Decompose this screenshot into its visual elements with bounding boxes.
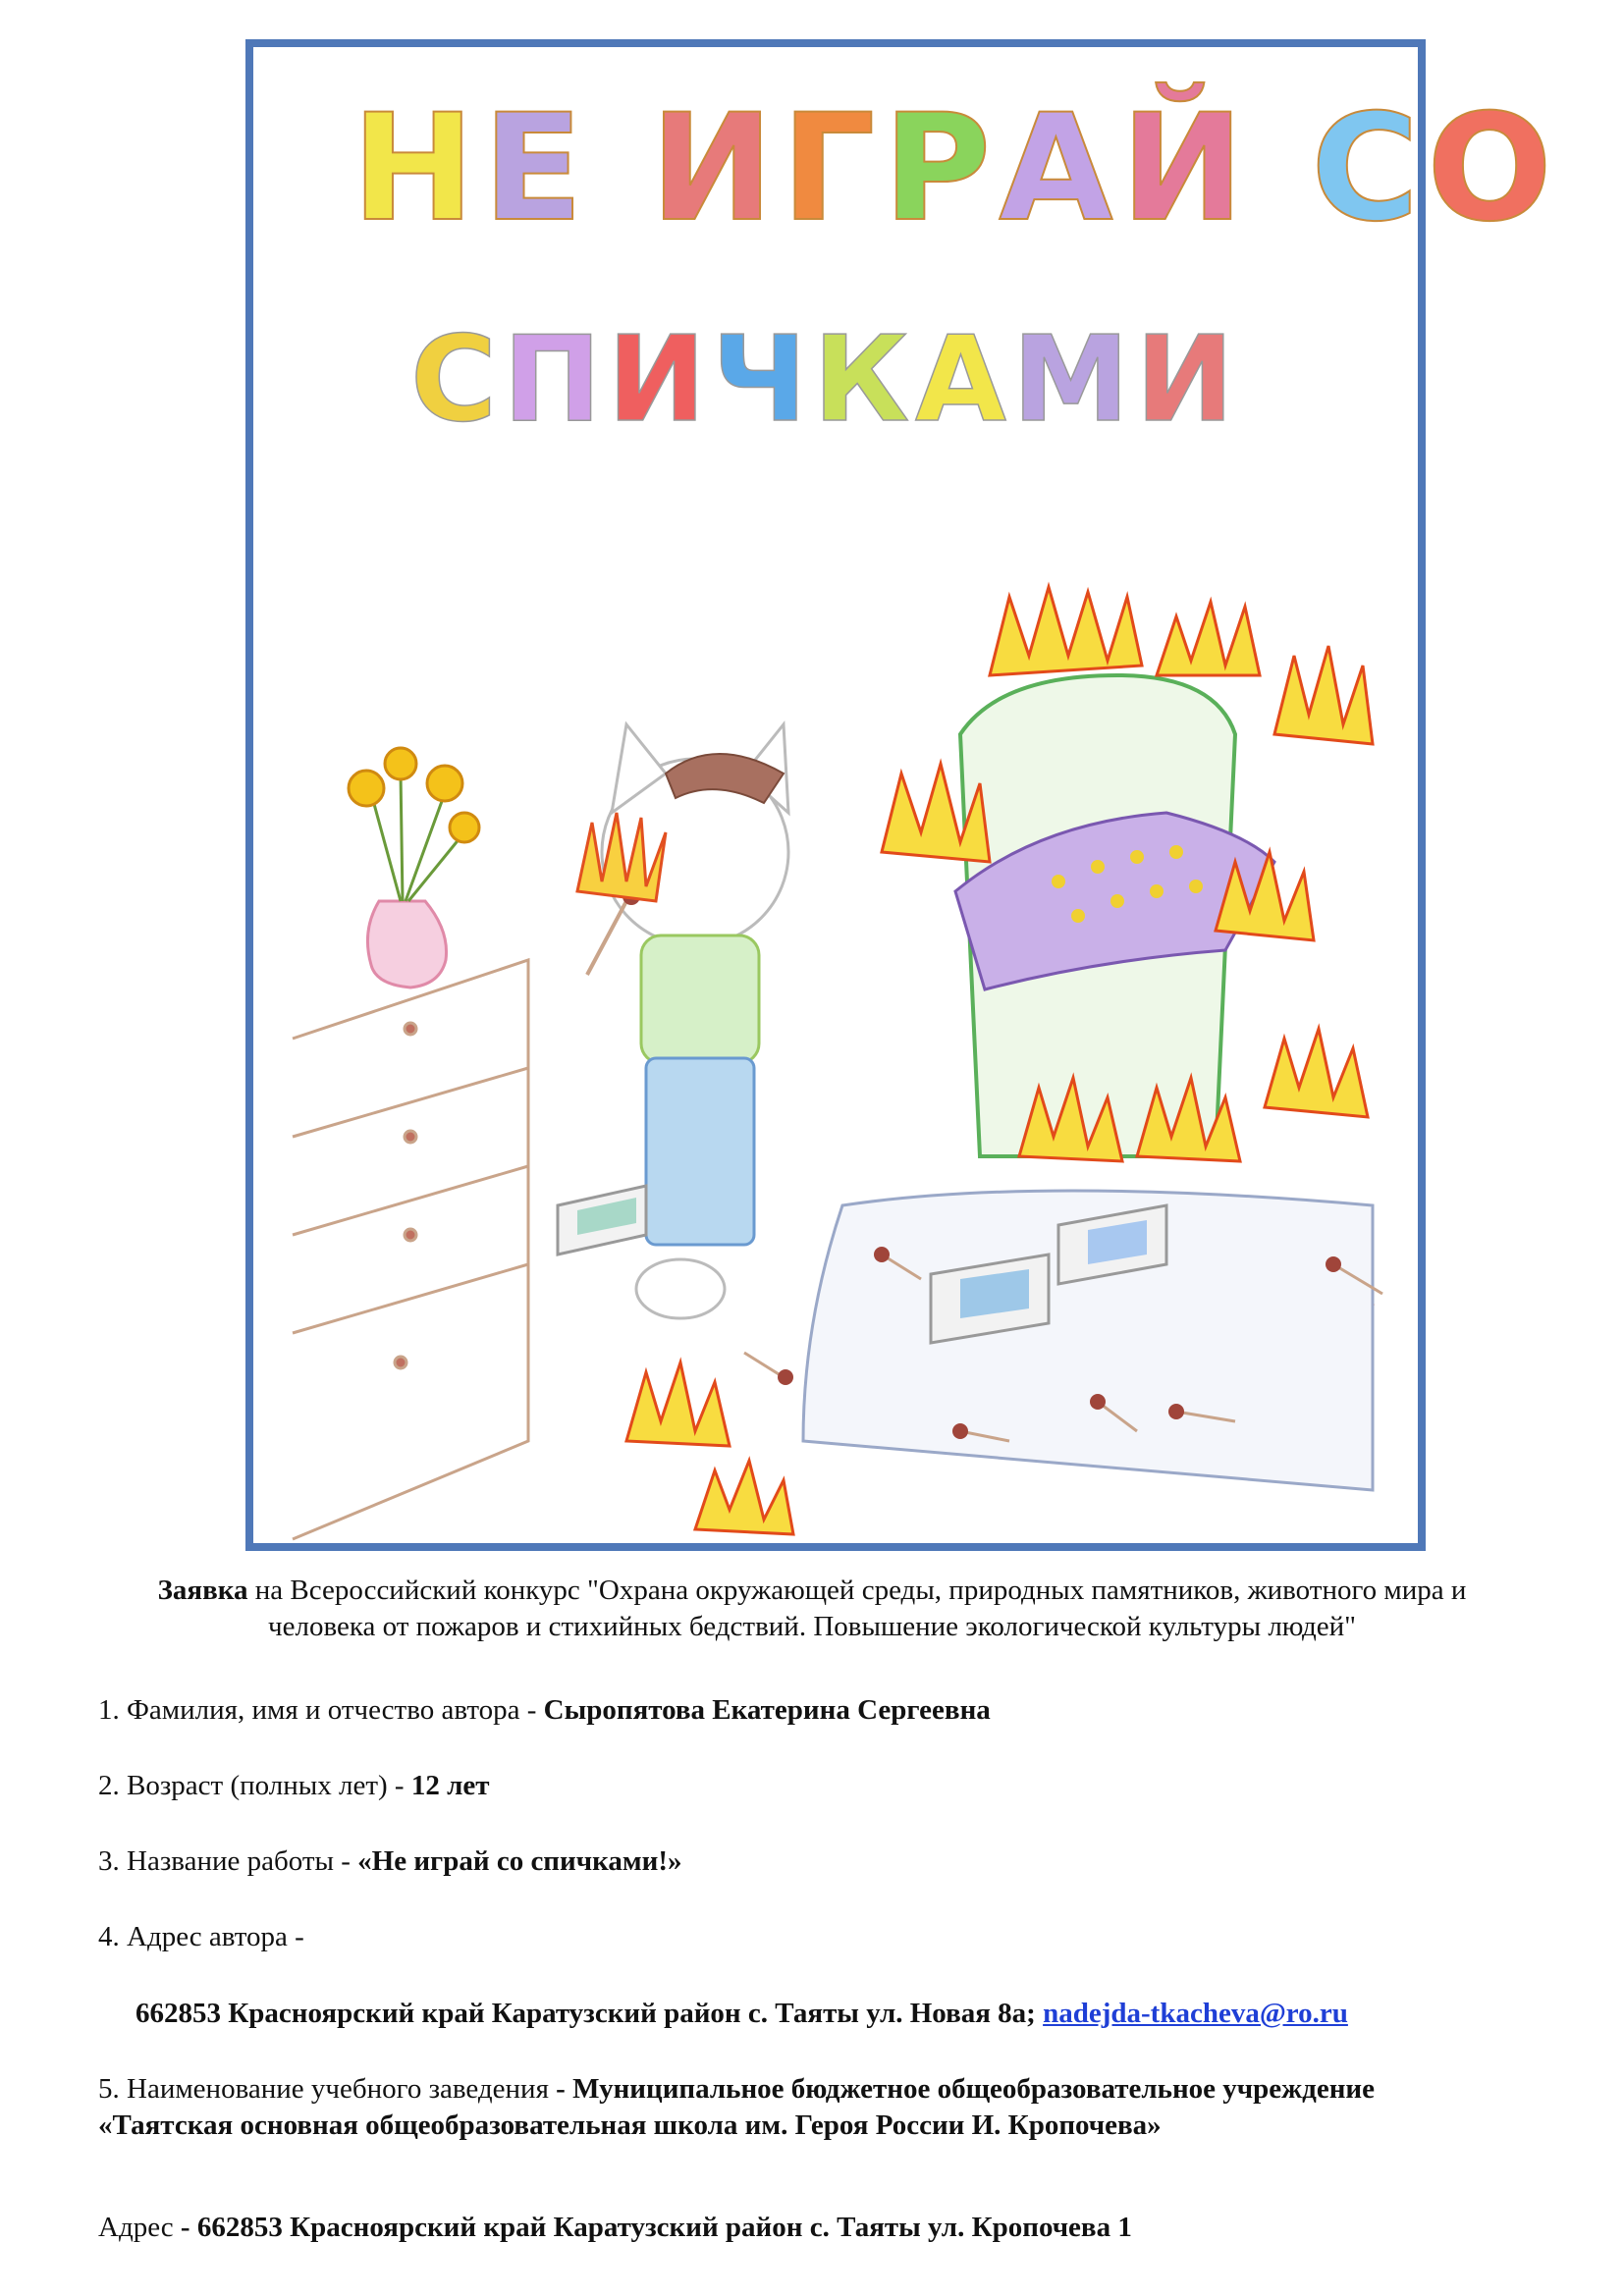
child-drawing <box>253 47 1560 1543</box>
author-address-label: 4. Адрес автора - <box>98 1921 304 1952</box>
work-title-row <box>98 1843 1571 1880</box>
application-heading <box>108 1573 1516 1645</box>
author-name-value: Сыропятова Екатерина Сергеевна <box>543 1694 991 1726</box>
school-value-line2: «Таятская основная общеобразовательная школа им. Героя России И. Кропочева» <box>98 2109 1162 2141</box>
chest-of-drawers-icon <box>293 960 528 1539</box>
drawing-title-line2 <box>410 312 1240 449</box>
drawing-title-letter: П <box>503 312 608 449</box>
author-age-value: 12 лет <box>410 1770 490 1801</box>
work-title-label: 3. Название работы - <box>98 1845 358 1877</box>
drawing-title-letter <box>591 83 650 254</box>
school-address-row <box>98 2210 1571 2246</box>
school-row <box>98 2071 1571 2108</box>
drawing-frame <box>245 39 1560 1551</box>
drawing-title-line1 <box>352 82 1560 254</box>
drawing-title-letter: Р <box>883 83 1000 254</box>
work-title-value: «Не играй со спичками!» <box>357 1845 682 1877</box>
school-value-line1: - Муниципальное бюджетное общеобразовательное учреждение <box>556 2073 1375 2105</box>
drawing-title-letter: С <box>410 312 504 449</box>
author-address-value: 662853 Красноярский край Каратузский район с. Таяты ул. Новая 8а; <box>135 1998 1044 2029</box>
school-address-label: Адрес <box>98 2212 181 2243</box>
drawing-title-letter: Н <box>352 83 483 254</box>
school-row-continued <box>98 2108 1571 2144</box>
drawing-title-letter: Г <box>781 83 884 254</box>
author-age-row <box>98 1768 1571 1804</box>
school-label: 5. Наименование учебного заведения <box>98 2073 557 2105</box>
drawing-title-letter: О <box>1427 83 1560 254</box>
flower-vase-icon <box>349 748 479 988</box>
drawing-title-letter: И <box>607 312 712 449</box>
heading-text: на Всероссийский конкурс "Охрана окружающей среды, природных памятников, животного мира и человека от пожаров и стихийных бедствий. Повышение экологической культуры людей" <box>247 1575 1467 1642</box>
drawing-title-letter: Ч <box>711 312 813 449</box>
drawing-title-letter: А <box>915 312 1012 449</box>
drawing-title-letter: И <box>1135 312 1240 449</box>
author-address-row <box>98 1919 1571 1955</box>
author-email-link[interactable]: nadejda-tkacheva@ro.ru <box>1043 1998 1348 2029</box>
drawing-title-letter: И <box>650 83 782 254</box>
school-address-value: - 662853 Красноярский край Каратузский район с. Таяты ул. Кропочева 1 <box>180 2212 1132 2243</box>
drawing-title-letter: К <box>812 312 916 449</box>
drawing-title-letter: С <box>1311 83 1428 254</box>
author-name-row <box>98 1692 1571 1729</box>
drawing-title-letter: Й <box>1120 83 1252 254</box>
author-age-label: 2. Возраст (полных лет) - <box>98 1770 411 1801</box>
author-address-value-row <box>135 1996 1608 2032</box>
drawing-title-letter: М <box>1011 312 1136 449</box>
drawing-title-letter <box>1252 83 1311 254</box>
drawing-title-letter: А <box>999 83 1121 254</box>
author-name-label: 1. Фамилия, имя и отчество автора - <box>98 1694 544 1726</box>
heading-bold-word: Заявка <box>157 1575 248 1606</box>
drawing-title-letter: Е <box>482 83 592 254</box>
